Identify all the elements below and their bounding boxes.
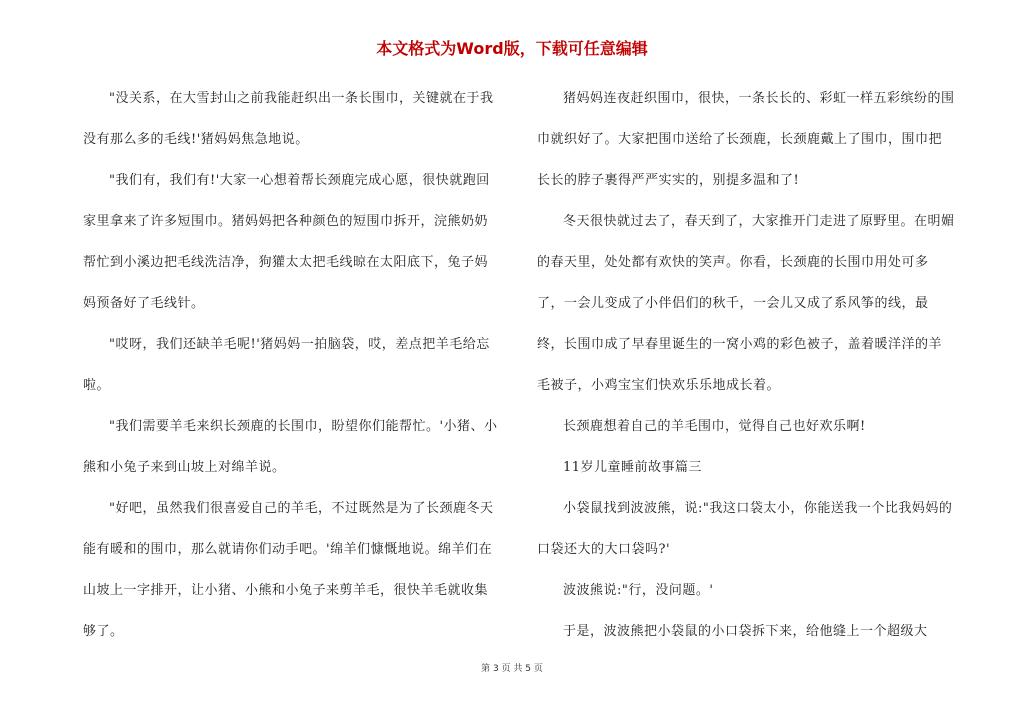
paragraph: "好吧，虽然我们很喜爱自己的羊毛，不过既然是为了长颈鹿冬天能有暖和的围巾，那么就请你们动手吧。'绵羊们慷慨地说。绵羊们在山坡上一字排开，让小猪、小熊和小兔子来剪羊毛，很快羊毛就收集够了。: [83, 501, 494, 639]
paragraph: "我们有，我们有!'大家一心想着帮长颈鹿完成心愿，很快就跑回家里拿来了许多短围巾。猪妈妈把各种颜色的短围巾拆开，浣熊奶奶帮忙到小溪边把毛线洗洁净，狗獾太太把毛线晾在太阳底下，兔子妈妈预备好了毛线针。: [83, 173, 490, 311]
section-heading: 11岁儿童睡前故事篇三: [563, 460, 703, 475]
paragraph: 于是，波波熊把小袋鼠的小口袋拆下来，给他缝上一个超级大: [563, 624, 928, 639]
paragraph: "没关系，在大雪封山之前我能赶织出一条长围巾，关键就在于我没有那么多的毛线!'猪妈妈焦急地说。: [83, 91, 494, 147]
page-number-footer: 第 3 页 共 5 页: [481, 664, 543, 674]
paragraph: "我们需要羊毛来织长颈鹿的长围巾，盼望你们能帮忙。'小猪、小熊和小兔子来到山坡上对绵羊说。: [83, 419, 498, 475]
paragraph: 冬天很快就过去了，春天到了，大家推开门走进了原野里。在明媚的春天里，处处都有欢快的笑声。你看，长颈鹿的长围巾用处可多了，一会儿变成了小伴侣们的秋千，一会儿又成了系风筝的线，最终，长围巾成了早春里诞生的一窝小鸡的彩色被子，盖着暖洋洋的羊毛被子，小鸡宝宝们快欢乐乐地成长着。: [537, 214, 955, 393]
paragraph: 波波熊说:"行，没问题。': [563, 583, 714, 598]
paragraph: 猪妈妈连夜赶织围巾，很快，一条长长的、彩虹一样五彩缤纷的围巾就织好了。大家把围巾送给了长颈鹿，长颈鹿戴上了围巾，围巾把长长的脖子裹得严严实实的，别提多温和了!: [537, 91, 955, 188]
paragraph: "哎呀，我们还缺羊毛呢!'猪妈妈一拍脑袋，哎，差点把羊毛给忘啦。: [83, 337, 490, 393]
paragraph: 小袋鼠找到波波熊，说:"我这口袋太小，你能送我一个比我妈妈的口袋还大的大口袋吗?': [537, 501, 953, 557]
paragraph: 长颈鹿想着自己的羊毛围巾，觉得自己也好欢乐啊!: [563, 419, 866, 434]
document-header-title: 本文格式为Word版，下载可任意编辑: [376, 39, 648, 58]
left-text-column: [83, 78, 501, 652]
right-text-column: [537, 78, 955, 652]
